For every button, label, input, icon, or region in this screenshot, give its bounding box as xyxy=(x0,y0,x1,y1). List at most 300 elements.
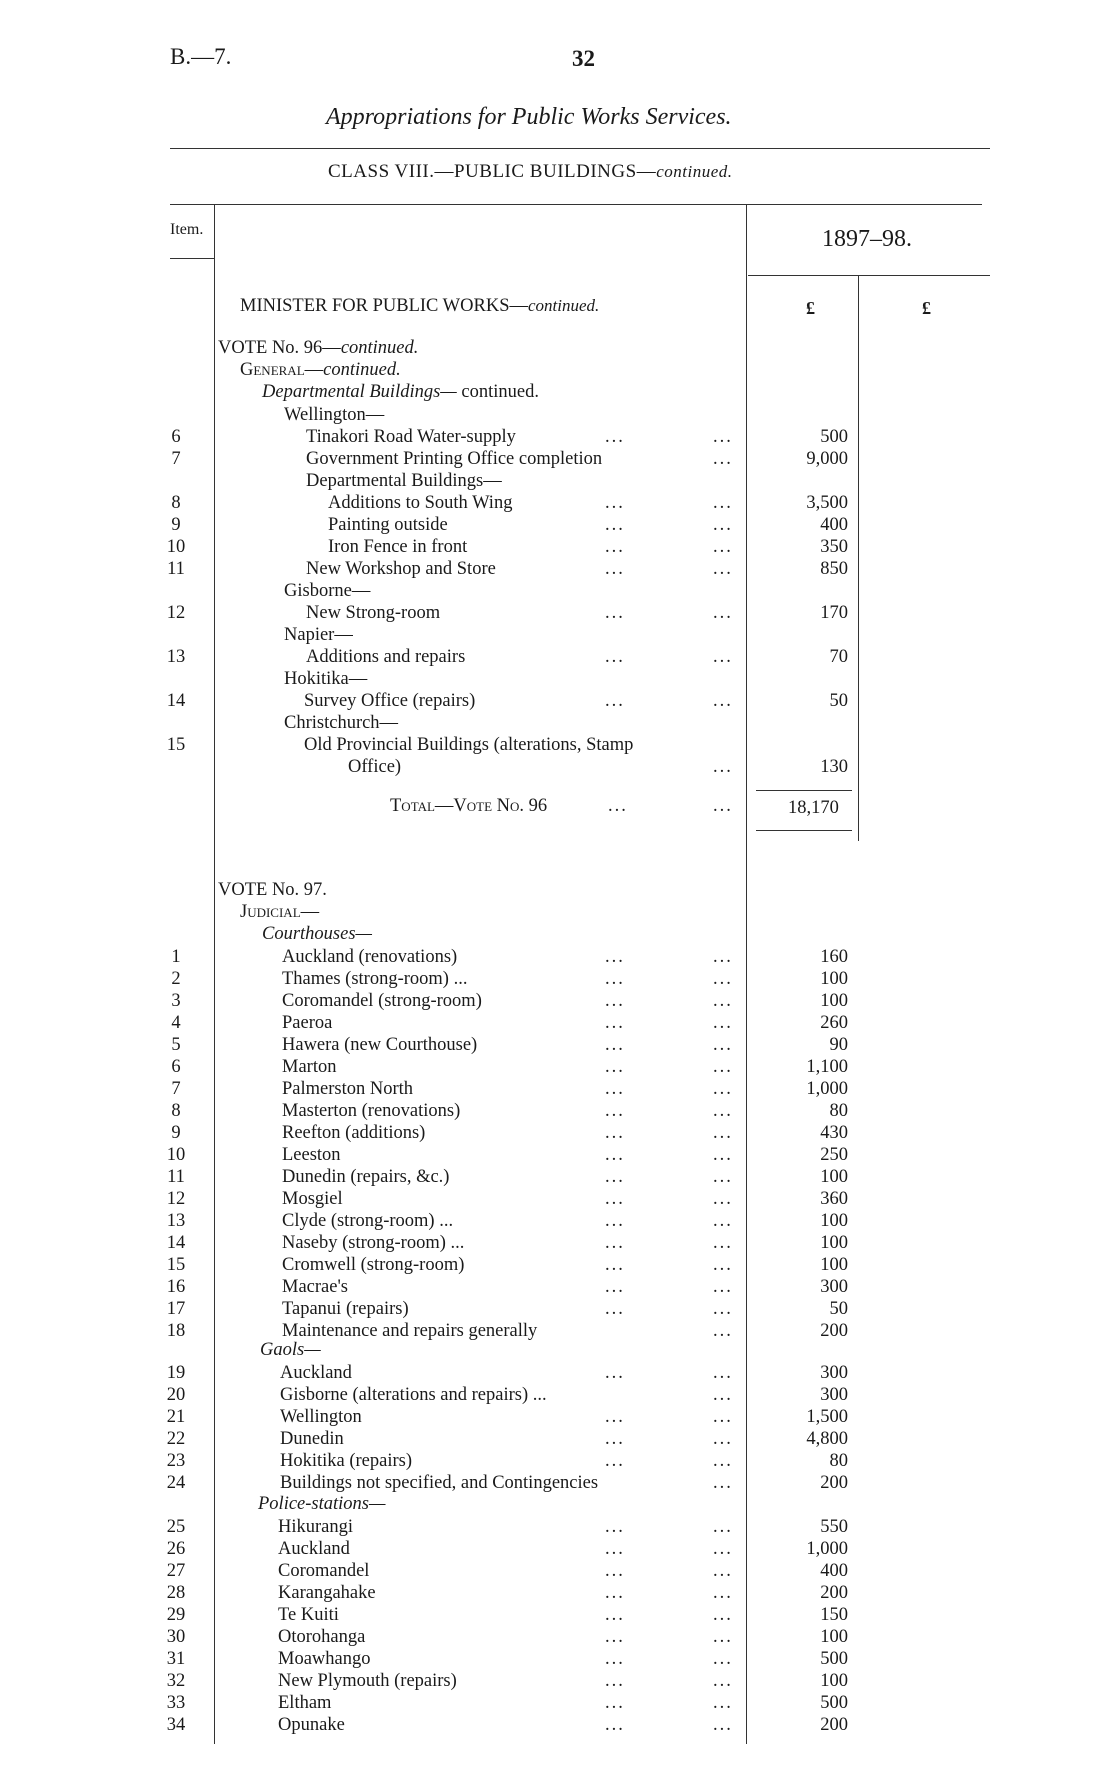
row-label: Auckland (renovations) xyxy=(282,947,458,967)
row-label: Karangahake xyxy=(278,1583,376,1603)
row-label: Maintenance and repairs generally xyxy=(282,1321,538,1341)
leader-dots: ... xyxy=(713,1363,733,1383)
row-label: Palmerston North xyxy=(282,1079,414,1099)
leader-dots: ... xyxy=(713,1255,733,1275)
row-label: Reefton (additions) xyxy=(282,1123,426,1143)
row-label: Wellington xyxy=(280,1407,362,1427)
table-row xyxy=(0,1428,1114,1450)
leader-dots: ... xyxy=(713,1079,733,1099)
amount-value: 300 xyxy=(820,1385,848,1405)
leader-dots: ... xyxy=(713,1101,733,1121)
vote96-total-label xyxy=(390,796,733,817)
leader-dots: ... xyxy=(713,1145,733,1165)
amount-value: 80 xyxy=(829,1451,848,1471)
row-label: Departmental Buildings— xyxy=(306,471,502,491)
leader-dots: ... xyxy=(605,1167,625,1187)
table-row xyxy=(0,1648,1114,1670)
leader-dots: ... xyxy=(605,537,625,557)
item-number: 17 xyxy=(166,1299,186,1319)
vote96-title: VOTE No. 96— xyxy=(218,338,341,358)
item-number: 4 xyxy=(171,1013,181,1033)
table-row xyxy=(0,602,1114,624)
table-row xyxy=(0,668,1114,690)
item-number: 8 xyxy=(171,493,181,513)
row-label: Auckland xyxy=(278,1539,350,1559)
row-label: Iron Fence in front xyxy=(328,537,468,557)
item-number: 22 xyxy=(166,1429,186,1449)
leader-dots: ... xyxy=(713,427,733,447)
item-number: 10 xyxy=(166,1145,186,1165)
leader-dots: ... xyxy=(605,1451,625,1471)
leader-dots: ... xyxy=(713,1473,733,1493)
amount-value: 350 xyxy=(820,537,848,557)
row-label: Masterton (renovations) xyxy=(282,1101,461,1121)
leader-dots: ... xyxy=(713,1605,733,1625)
leader-dots: ... xyxy=(713,1583,733,1603)
amount-value: 100 xyxy=(820,991,848,1011)
table-row xyxy=(0,536,1114,558)
item-number: 12 xyxy=(166,1189,186,1209)
item-number: 25 xyxy=(166,1517,186,1537)
item-number: 7 xyxy=(171,449,181,469)
table-row xyxy=(0,448,1114,470)
item-number: 31 xyxy=(166,1649,186,1669)
table-row xyxy=(0,646,1114,668)
minister-continued: continued. xyxy=(528,296,600,315)
leader-dots: ... xyxy=(713,1035,733,1055)
item-number: 32 xyxy=(166,1671,186,1691)
general-title: General— xyxy=(240,360,324,380)
amount-value: 130 xyxy=(820,757,848,777)
item-number: 8 xyxy=(171,1101,181,1121)
amount-value: 500 xyxy=(820,1693,848,1713)
table-row xyxy=(0,756,1114,778)
item-number: 14 xyxy=(166,1233,186,1253)
table-row xyxy=(0,514,1114,536)
page-number: 32 xyxy=(572,46,595,71)
leader-dots: ... xyxy=(605,427,625,447)
leader-dots: ... xyxy=(605,1233,625,1253)
leader-dots: ... xyxy=(713,969,733,989)
leader-dots: ... xyxy=(605,1715,625,1735)
table-row xyxy=(0,1384,1114,1406)
row-label: Thames (strong-room) ... xyxy=(282,969,468,989)
row-label: Gisborne— xyxy=(284,581,371,601)
item-number: 10 xyxy=(166,537,186,557)
leader-dots: ... xyxy=(605,1013,625,1033)
amount-value: 500 xyxy=(820,427,848,447)
row-label: Coromandel (strong-room) xyxy=(282,991,482,1011)
table-row xyxy=(0,1692,1114,1714)
table-row xyxy=(0,404,1114,426)
item-number: 24 xyxy=(166,1473,186,1493)
row-label: Marton xyxy=(282,1057,337,1077)
row-label: Old Provincial Buildings (alterations, Stamp xyxy=(304,735,634,755)
amount-value: 500 xyxy=(820,1649,848,1669)
leader-dots: ... xyxy=(713,1211,733,1231)
row-label: Mosgiel xyxy=(282,1189,343,1209)
table-row xyxy=(0,1254,1114,1276)
amount-value: 200 xyxy=(820,1473,848,1493)
class-rule xyxy=(170,204,982,205)
table-row xyxy=(0,558,1114,580)
row-label: Tapanui (repairs) xyxy=(282,1299,409,1319)
row-label: Buildings not specified, and Contingencies xyxy=(280,1473,599,1493)
amount-value: 300 xyxy=(820,1277,848,1297)
amount-value: 100 xyxy=(820,969,848,989)
item-number: 34 xyxy=(166,1715,186,1735)
row-label: Dunedin xyxy=(280,1429,344,1449)
total-dots-1: ... xyxy=(608,796,628,816)
amount-value: 200 xyxy=(820,1583,848,1603)
leader-dots: ... xyxy=(605,1649,625,1669)
table-row xyxy=(0,624,1114,646)
item-number: 27 xyxy=(166,1561,186,1581)
table-row xyxy=(0,1056,1114,1078)
leader-dots: ... xyxy=(713,1277,733,1297)
table-row xyxy=(0,1166,1114,1188)
row-label: Opunake xyxy=(278,1715,345,1735)
leader-dots: ... xyxy=(605,1255,625,1275)
pound-header-1: £ xyxy=(806,298,815,318)
amount-value: 170 xyxy=(820,603,848,623)
page-title: Appropriations for Public Works Services. xyxy=(326,104,732,130)
leader-dots: ... xyxy=(605,1429,625,1449)
amount-value: 100 xyxy=(820,1233,848,1253)
row-label: Gisborne (alterations and repairs) ... xyxy=(280,1385,547,1405)
amount-value: 100 xyxy=(820,1627,848,1647)
table-row xyxy=(0,1582,1114,1604)
item-number: 14 xyxy=(166,691,186,711)
leader-dots: ... xyxy=(605,647,625,667)
leader-dots: ... xyxy=(605,1539,625,1559)
gaols-heading: Gaols— xyxy=(260,1340,321,1360)
vote96-continued: continued. xyxy=(340,338,419,358)
row-label: Hawera (new Courthouse) xyxy=(282,1035,478,1055)
leader-dots: ... xyxy=(713,1693,733,1713)
amount-value: 4,800 xyxy=(806,1429,848,1449)
vote96-heading xyxy=(218,338,418,359)
judicial-heading: Judicial— xyxy=(240,902,320,922)
row-label: Additions and repairs xyxy=(306,647,466,667)
table-row xyxy=(0,1232,1114,1254)
amount-value: 1,100 xyxy=(806,1057,848,1077)
row-label: Napier— xyxy=(284,625,353,645)
table-row xyxy=(0,968,1114,990)
total-dots-2: ... xyxy=(713,796,733,816)
table-row xyxy=(0,734,1114,756)
leader-dots: ... xyxy=(713,1407,733,1427)
leader-dots: ... xyxy=(605,1693,625,1713)
row-label: Cromwell (strong-room) xyxy=(282,1255,465,1275)
item-number: 18 xyxy=(166,1321,186,1341)
item-number: 15 xyxy=(166,735,186,755)
row-label: Hokitika— xyxy=(284,669,368,689)
amount-value: 200 xyxy=(820,1321,848,1341)
table-row xyxy=(0,712,1114,734)
vote97-heading: VOTE No. 97. xyxy=(218,880,327,900)
amount-value: 850 xyxy=(820,559,848,579)
departmental-continued: continued. xyxy=(456,382,539,402)
item-number: 11 xyxy=(167,559,185,579)
item-number: 30 xyxy=(166,1627,186,1647)
row-label: Hokitika (repairs) xyxy=(280,1451,413,1471)
row-label: Auckland xyxy=(280,1363,352,1383)
leader-dots: ... xyxy=(713,1167,733,1187)
leader-dots: ... xyxy=(605,1035,625,1055)
leader-dots: ... xyxy=(605,1079,625,1099)
table-row xyxy=(0,1122,1114,1144)
row-label: Survey Office (repairs) xyxy=(304,691,476,711)
table-row xyxy=(0,1034,1114,1056)
table-row xyxy=(0,426,1114,448)
table-row xyxy=(0,1714,1114,1736)
amount-value: 150 xyxy=(820,1605,848,1625)
leader-dots: ... xyxy=(713,1715,733,1735)
table-row xyxy=(0,1516,1114,1538)
leader-dots: ... xyxy=(713,1233,733,1253)
leader-dots: ... xyxy=(605,1057,625,1077)
table-row xyxy=(0,580,1114,602)
leader-dots: ... xyxy=(605,1299,625,1319)
item-number: 6 xyxy=(171,427,181,447)
item-number: 19 xyxy=(166,1363,186,1383)
row-label: Macrae's xyxy=(282,1277,348,1297)
item-number: 33 xyxy=(166,1693,186,1713)
item-number: 20 xyxy=(166,1385,186,1405)
item-number: 2 xyxy=(171,969,181,989)
table-row xyxy=(0,1406,1114,1428)
police-heading: Police-stations— xyxy=(258,1494,386,1514)
item-number: 5 xyxy=(171,1035,181,1055)
leader-dots: ... xyxy=(713,1429,733,1449)
leader-dots: ... xyxy=(605,559,625,579)
leader-dots: ... xyxy=(605,1123,625,1143)
leader-dots: ... xyxy=(605,969,625,989)
leader-dots: ... xyxy=(713,559,733,579)
table-row xyxy=(0,1538,1114,1560)
leader-dots: ... xyxy=(713,1057,733,1077)
amount-value: 400 xyxy=(820,1561,848,1581)
leader-dots: ... xyxy=(605,1627,625,1647)
departmental-title: Departmental Buildings— xyxy=(262,382,457,402)
item-column-header: Item. xyxy=(170,221,204,238)
row-label: New Plymouth (repairs) xyxy=(278,1671,457,1691)
leader-dots: ... xyxy=(713,1627,733,1647)
top-rule xyxy=(170,148,990,149)
table-row xyxy=(0,1560,1114,1582)
leader-dots: ... xyxy=(605,1561,625,1581)
amount-value: 70 xyxy=(829,647,848,667)
total-rule-bottom xyxy=(756,830,852,831)
item-number: 11 xyxy=(167,1167,185,1187)
leader-dots: ... xyxy=(605,1145,625,1165)
item-number: 16 xyxy=(166,1277,186,1297)
row-label: Eltham xyxy=(278,1693,332,1713)
amount-value: 80 xyxy=(829,1101,848,1121)
amount-value: 9,000 xyxy=(806,449,848,469)
departmental-heading xyxy=(262,382,539,403)
item-number: 28 xyxy=(166,1583,186,1603)
amount-value: 250 xyxy=(820,1145,848,1165)
item-number: 23 xyxy=(166,1451,186,1471)
row-label: New Strong-room xyxy=(306,603,441,623)
leader-dots: ... xyxy=(713,1517,733,1537)
item-number: 9 xyxy=(171,1123,181,1143)
minister-title: MINISTER FOR PUBLIC WORKS— xyxy=(240,296,528,316)
item-number: 7 xyxy=(171,1079,181,1099)
amount-value: 1,500 xyxy=(806,1407,848,1427)
leader-dots: ... xyxy=(605,1671,625,1691)
year-column-header: 1897–98. xyxy=(822,226,912,252)
leader-dots: ... xyxy=(605,1363,625,1383)
minister-heading xyxy=(240,296,599,317)
leader-dots: ... xyxy=(713,1189,733,1209)
leader-dots: ... xyxy=(605,1583,625,1603)
row-label: Clyde (strong-room) ... xyxy=(282,1211,454,1231)
leader-dots: ... xyxy=(713,947,733,967)
general-heading xyxy=(240,360,401,381)
leader-dots: ... xyxy=(605,515,625,535)
amount-value: 400 xyxy=(820,515,848,535)
year-head-rule xyxy=(748,275,990,276)
table-row xyxy=(0,1450,1114,1472)
leader-dots: ... xyxy=(713,1013,733,1033)
amount-value: 200 xyxy=(820,1715,848,1735)
leader-dots: ... xyxy=(713,1671,733,1691)
item-number: 6 xyxy=(171,1057,181,1077)
leader-dots: ... xyxy=(713,449,733,469)
amount-value: 3,500 xyxy=(806,493,848,513)
amount-value: 100 xyxy=(820,1255,848,1275)
row-label: Paeroa xyxy=(282,1013,333,1033)
amount-value: 360 xyxy=(820,1189,848,1209)
leader-dots: ... xyxy=(605,493,625,513)
row-label: Office) xyxy=(348,757,402,777)
amount-value: 300 xyxy=(820,1363,848,1383)
general-continued: continued. xyxy=(323,360,401,380)
leader-dots: ... xyxy=(605,1407,625,1427)
table-row xyxy=(0,1362,1114,1384)
leader-dots: ... xyxy=(605,691,625,711)
item-number: 21 xyxy=(166,1407,186,1427)
table-row xyxy=(0,470,1114,492)
leader-dots: ... xyxy=(713,1649,733,1669)
leader-dots: ... xyxy=(713,1561,733,1581)
amount-value: 50 xyxy=(829,1299,848,1319)
table-row xyxy=(0,1210,1114,1232)
row-label: New Workshop and Store xyxy=(306,559,496,579)
leader-dots: ... xyxy=(605,1605,625,1625)
item-number: 26 xyxy=(166,1539,186,1559)
total-rule-top xyxy=(756,790,852,791)
document-reference: B.—7. xyxy=(170,44,232,69)
class-title: CLASS VIII.—PUBLIC BUILDINGS— xyxy=(328,161,657,182)
row-label: Dunedin (repairs, &c.) xyxy=(282,1167,450,1187)
table-row xyxy=(0,1078,1114,1100)
item-number: 13 xyxy=(166,1211,186,1231)
leader-dots: ... xyxy=(605,947,625,967)
table-row xyxy=(0,1188,1114,1210)
row-label: Moawhango xyxy=(278,1649,371,1669)
amount-value: 50 xyxy=(829,691,848,711)
table-row xyxy=(0,1012,1114,1034)
amount-value: 260 xyxy=(820,1013,848,1033)
table-row xyxy=(0,690,1114,712)
row-label: Otorohanga xyxy=(278,1627,366,1647)
class-continued: continued. xyxy=(656,162,733,181)
table-row xyxy=(0,1626,1114,1648)
leader-dots: ... xyxy=(713,603,733,623)
item-number: 15 xyxy=(166,1255,186,1275)
table-row xyxy=(0,1298,1114,1320)
table-row xyxy=(0,1604,1114,1626)
table-row xyxy=(0,990,1114,1012)
table-row xyxy=(0,1670,1114,1692)
pound-header-2: £ xyxy=(922,298,931,318)
leader-dots: ... xyxy=(713,1123,733,1143)
leader-dots: ... xyxy=(605,1189,625,1209)
row-label: Te Kuiti xyxy=(278,1605,339,1625)
row-label: Naseby (strong-room) ... xyxy=(282,1233,465,1253)
row-label: Wellington— xyxy=(284,405,385,425)
amount-value: 1,000 xyxy=(806,1539,848,1559)
leader-dots: ... xyxy=(605,1101,625,1121)
row-label: Additions to South Wing xyxy=(328,493,513,513)
vote96-total-value: 18,170 xyxy=(788,798,839,818)
item-head-rule xyxy=(170,258,214,259)
row-label: Christchurch— xyxy=(284,713,399,733)
row-label: Coromandel xyxy=(278,1561,370,1581)
leader-dots: ... xyxy=(713,1299,733,1319)
leader-dots: ... xyxy=(713,757,733,777)
leader-dots: ... xyxy=(605,991,625,1011)
table-row xyxy=(0,1100,1114,1122)
leader-dots: ... xyxy=(605,1517,625,1537)
courthouses-heading: Courthouses— xyxy=(262,924,372,944)
class-heading xyxy=(328,161,733,183)
amount-value: 90 xyxy=(829,1035,848,1055)
amount-value: 430 xyxy=(820,1123,848,1143)
leader-dots: ... xyxy=(713,1385,733,1405)
item-number: 12 xyxy=(166,603,186,623)
row-label: Painting outside xyxy=(328,515,448,535)
table-row xyxy=(0,1320,1114,1342)
leader-dots: ... xyxy=(713,515,733,535)
row-label: Leeston xyxy=(282,1145,341,1165)
table-row xyxy=(0,492,1114,514)
leader-dots: ... xyxy=(713,1539,733,1559)
amount-value: 100 xyxy=(820,1167,848,1187)
total-label: Total—Vote No. 96 xyxy=(390,796,548,816)
item-number: 1 xyxy=(171,947,181,967)
amount-value: 550 xyxy=(820,1517,848,1537)
table-row xyxy=(0,1472,1114,1494)
leader-dots: ... xyxy=(713,537,733,557)
leader-dots: ... xyxy=(713,691,733,711)
item-number: 9 xyxy=(171,515,181,535)
table-row xyxy=(0,1276,1114,1298)
leader-dots: ... xyxy=(713,991,733,1011)
row-label: Hikurangi xyxy=(278,1517,354,1537)
amount-value: 160 xyxy=(820,947,848,967)
item-number: 29 xyxy=(166,1605,186,1625)
leader-dots: ... xyxy=(605,603,625,623)
item-number: 3 xyxy=(171,991,181,1011)
row-label: Tinakori Road Water-supply xyxy=(306,427,516,447)
leader-dots: ... xyxy=(605,1277,625,1297)
leader-dots: ... xyxy=(605,1211,625,1231)
